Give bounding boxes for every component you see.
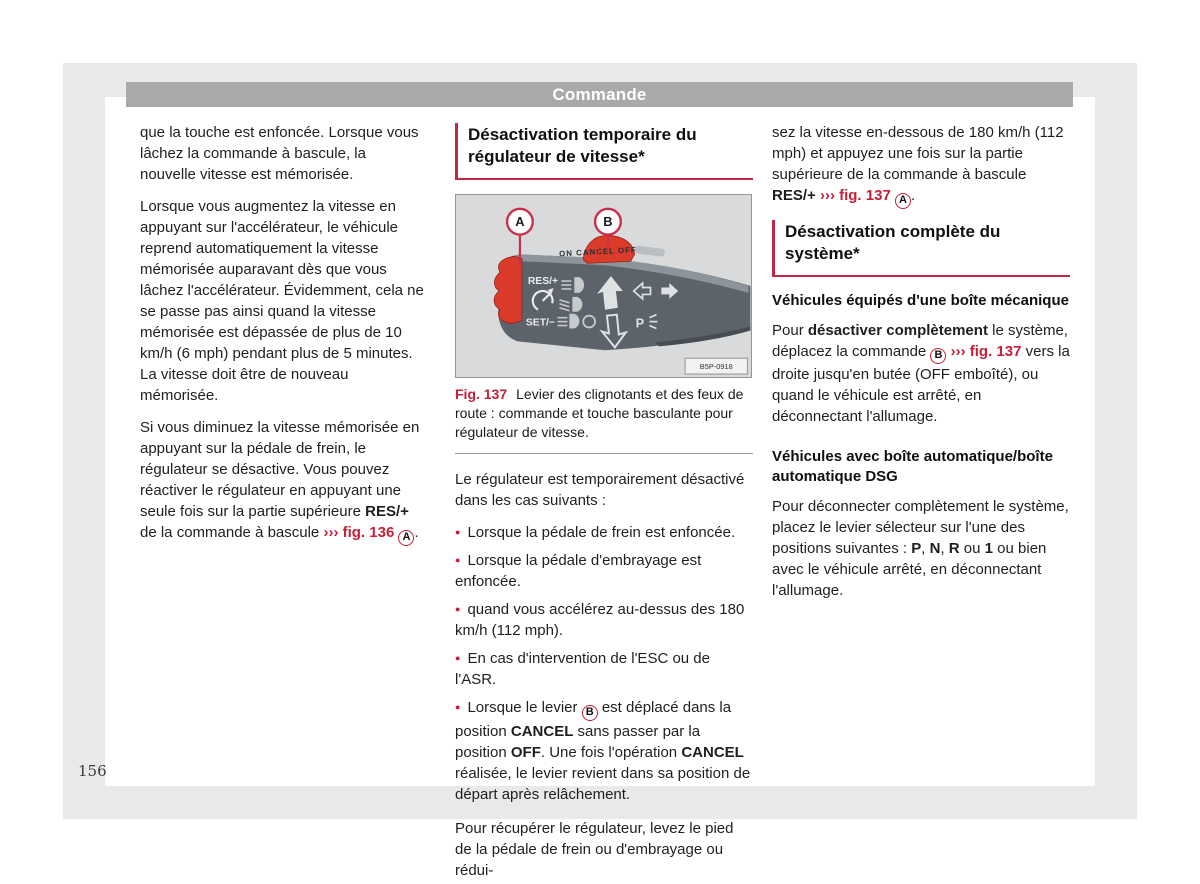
figure-137 [455,194,753,454]
svg-text:B: B [603,214,613,230]
set-label: SET/− [525,317,555,329]
paragraph: Lorsque vous augmentez la vitesse en appuyant sur l'accélérateur, le véhicule reprend automatiquement la vitesse mémorisée auparavant dès que vous lâchez l'accélérateur. Évidemment, cela ne se passe pas ainsi quand la vitesse mémorisée est dépassée de plus de 10 km/h (6 mph) pendant plus de 5 minutes. La vitesse doit être de nouveau mémorisée. [140,198,424,404]
svg-text:A: A [515,214,525,230]
figure-reference: ››› fig. 136 [323,524,395,541]
image-code-tag [685,358,747,374]
circled-letter: B [930,348,946,364]
manual-page [105,97,1095,879]
section-heading-complete-deactivation: Désactivation complète du système* [772,220,1070,277]
paragraph: Pour récupérer le régulateur, levez le pied de la pédale de frein ou d'embrayage ou rédui- [455,819,734,879]
paragraph: Pour désactiver complètement le système, déplacez la commande B ››› fig. 137 vers la droite jusqu'en butée (OFF emboîté), ou quand le véhicule est arrêté, en déconnectant l'allumage. [772,321,1070,425]
bold-term: RES/+ [772,187,816,204]
stalk-illustration [456,195,751,377]
paragraph: Si vous diminuez la vitesse mémorisée en appuyant sur la pédale de frein, le régulateur se désactive. Vous pouvez réactiver le régulateur en appuyant une seule fois sur la partie supérieure RES/+ de la commande à bascule ››› fig. 136 A . [140,417,424,546]
column-middle [455,122,753,884]
circled-letter: A [398,530,414,546]
bold-term: désactiver complètement [807,321,988,339]
bullet-item: ● Lorsque la pédale d'embrayage est enfoncée. [455,550,753,592]
paragraph: sez la vitesse en-dessous de 180 km/h (112 mph) et appuyez une fois sur la partie supérieure de la commande à bascule RES/+ ››› fig. 137 A . [772,122,1070,209]
bullet-item: ● En cas d'intervention de l'ESC ou de l'ASR. [455,648,753,690]
bullet-item: ● quand vous accélérez au-dessus des 180 km/h (112 mph). [455,599,753,641]
circled-letter: B [582,705,598,721]
subheading-manual-gearbox: Véhicules équipés d'une boîte mécanique [772,291,1069,309]
bold-term: 1 [984,540,994,557]
svg-text:P: P [635,315,645,331]
figure-reference: ››› fig. 137 [819,187,891,204]
page-number: 156 [78,762,107,780]
figure-caption-text: Levier des clignotants et des feux de route : commande et touche basculante pour régulateur de vitesse. [455,386,744,440]
chapter-title: Commande [552,84,647,104]
bold-term: CANCEL [681,743,744,761]
bold-term: P [911,540,922,557]
column-right [772,122,1070,612]
bold-term: CANCEL [510,722,574,740]
subheading-automatic-gearbox: Véhicules avec boîte automatique/boîte automatique DSG [772,448,1053,485]
bold-term: N [929,540,941,557]
res-label: RES/+ [527,276,559,288]
paragraph: que la touche est enfoncée. Lorsque vous lâchez la commande à bascule, la nouvelle vitesse est mémorisée. [140,124,419,183]
figure-reference: ››› fig. 137 [950,342,1022,360]
chapter-header-bar [126,82,1073,107]
collar-label: ON CANCEL OFF [558,245,637,259]
figure-caption [455,378,753,454]
section-heading-temporary-deactivation: Désactivation temporaire du régulateur de vitesse* [455,123,753,180]
bold-term: OFF [510,743,541,761]
circled-letter: A [895,193,911,209]
bold-term: RES/+ [365,503,409,520]
bullet-item: ● Lorsque le levier B est déplacé dans la position CANCEL sans passer par la position OFF. Une fois l'opération CANCEL réalisée, le levier revient dans sa position de départ après relâchement. [455,697,753,805]
paragraph: Le régulateur est temporairement désactivé dans les cas suivants : [455,471,745,509]
column-left [140,122,424,557]
bold-term: R [948,540,960,557]
bullet-item: ● Lorsque la pédale de frein est enfoncée. [455,522,753,543]
paragraph: Pour déconnecter complètement le système, placez le levier sélecteur sur l'une des positions suivantes : P, N, R ou 1 ou bien avec le véhicule arrêté, en déconnectant l'allumage. [772,498,1069,599]
figure-number: Fig. 137 [455,386,508,402]
figure-image [455,194,752,378]
svg-text:B5P-0918: B5P-0918 [699,362,733,372]
rocker-switch [494,256,522,323]
